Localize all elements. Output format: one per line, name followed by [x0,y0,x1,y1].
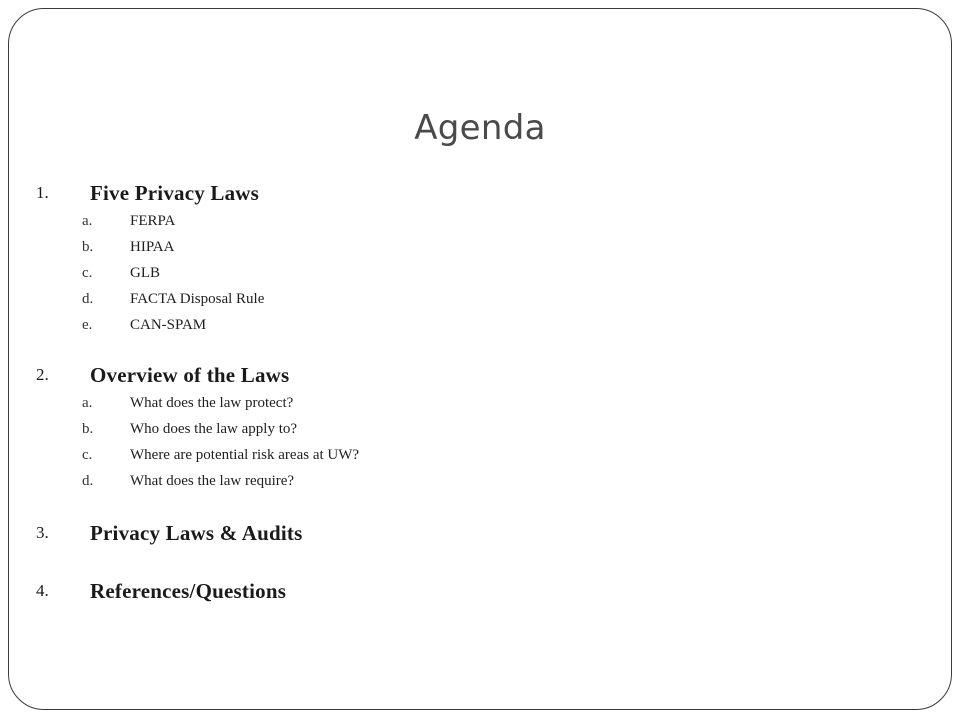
section-number: 2. [36,365,49,384]
section-label: References/Questions [90,579,287,603]
section-heading [0,576,960,606]
item-marker: b. [82,421,94,437]
section-heading [0,178,960,208]
item-label: What does the law require? [130,473,295,489]
item-marker: d. [82,473,94,489]
list-item [0,468,960,494]
section-number: 4. [36,581,49,600]
agenda-section-4 [0,576,960,606]
item-marker: d. [82,291,94,307]
item-label: HIPAA [130,239,175,255]
item-marker: a. [82,395,93,411]
section-heading [0,518,960,548]
list-item [0,390,960,416]
section-label: Five Privacy Laws [90,181,260,205]
item-label: CAN-SPAM [130,317,207,333]
agenda-section-2 [0,360,960,494]
list-item [0,312,960,338]
slide-title: Agenda [414,108,546,148]
item-marker: a. [82,213,93,229]
list-item [0,208,960,234]
list-item [0,286,960,312]
item-marker: c. [82,447,93,463]
item-label: What does the law protect? [130,395,294,411]
section-number: 1. [36,183,49,202]
agenda-section-3 [0,518,960,548]
section-number: 3. [36,523,49,542]
agenda-section-1 [0,178,960,338]
list-item [0,234,960,260]
list-item [0,416,960,442]
item-label: FACTA Disposal Rule [130,291,265,307]
item-marker: e. [82,317,93,333]
item-label: Who does the law apply to? [130,421,298,437]
list-item [0,260,960,286]
item-label: Where are potential risk areas at UW? [130,447,360,463]
section-heading [0,360,960,390]
section-label: Overview of the Laws [90,363,290,387]
item-label: GLB [130,265,160,281]
list-item [0,442,960,468]
item-marker: c. [82,265,93,281]
item-marker: b. [82,239,94,255]
item-label: FERPA [130,213,176,229]
section-label: Privacy Laws & Audits [90,521,303,545]
